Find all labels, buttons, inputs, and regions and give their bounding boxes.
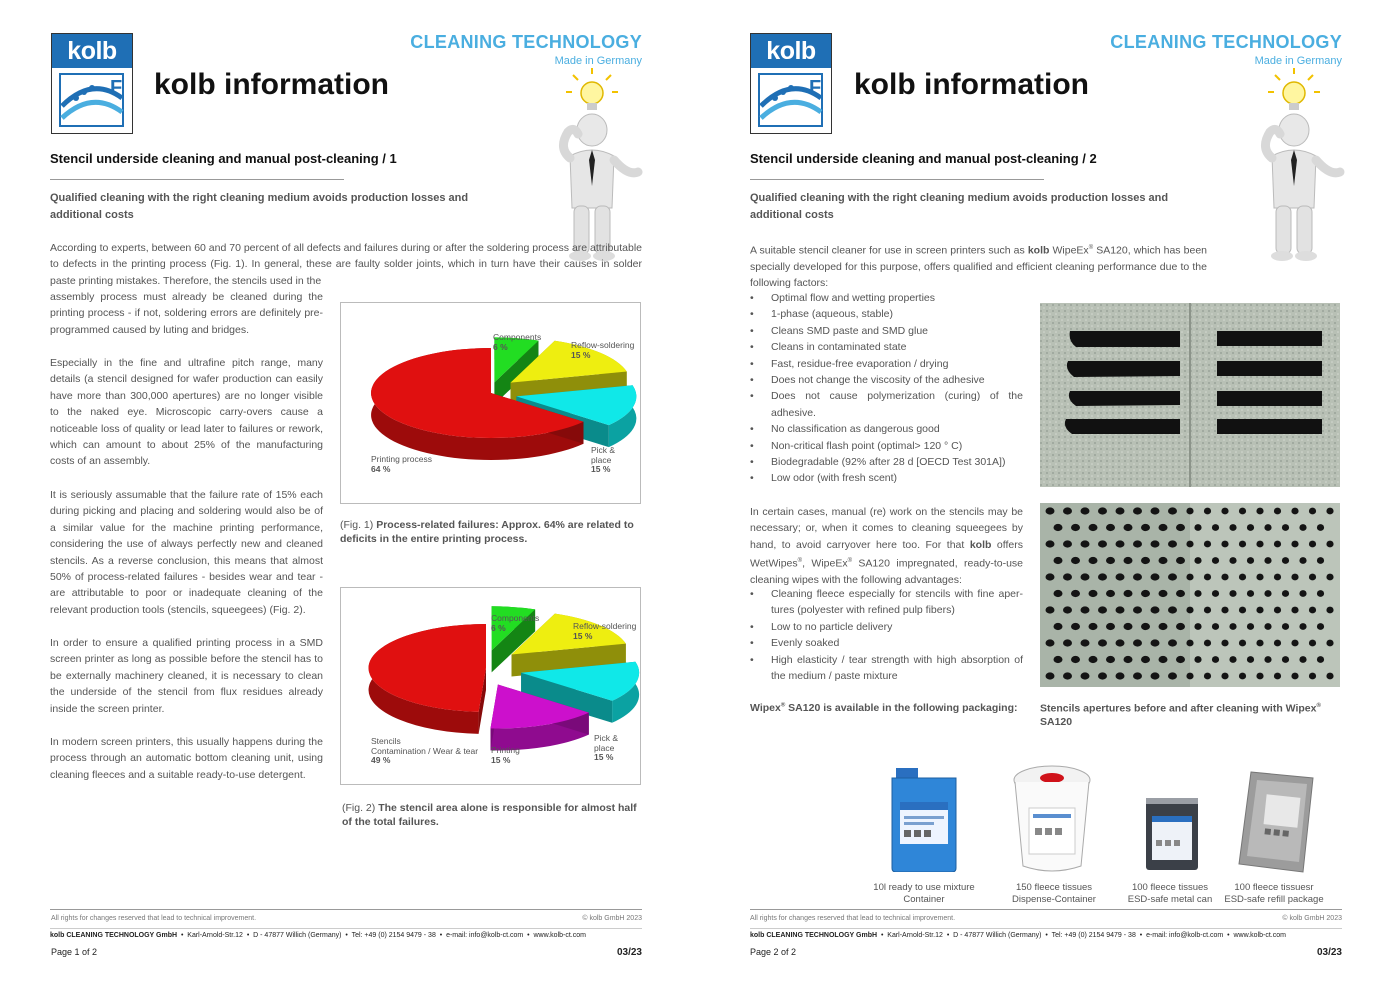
stencil-hole	[1141, 656, 1150, 663]
stencil-hole	[1239, 541, 1246, 548]
stencil-hole	[1247, 557, 1254, 564]
stencil-hole	[1326, 607, 1333, 614]
stencil-hole	[1291, 541, 1298, 548]
stencil-hole	[1274, 640, 1281, 647]
stencil-hole	[1176, 557, 1185, 564]
stencil-hole	[1141, 623, 1150, 630]
stencil-hole	[1309, 607, 1316, 614]
stencil-hole	[1229, 623, 1236, 630]
product-label-refill: 100 fleece tissuesr ESD-safe refill package	[1224, 882, 1324, 905]
footer-address: kolb CLEANING TECHNOLOGY GmbH • Karl-Arnold-Str.12 • D - 47877 Willich (Germany) • Tel: +49 (0) 2154 9479 - 38 • e-mail: info@kolb-ct.com • www.kolb-ct.com	[750, 932, 1286, 939]
fig2-label-pick: Pick & place 15 %	[594, 733, 619, 762]
stencil-hole	[1151, 507, 1160, 514]
info-title: kolb information	[854, 68, 1089, 101]
stencil-hole	[1256, 541, 1263, 548]
factor-item: • Fast, residue-free evaporation / drying	[750, 356, 1023, 372]
logo-emblem-icon	[751, 68, 830, 132]
stencil-hole	[1141, 557, 1150, 564]
stencil-hole	[1133, 672, 1142, 679]
stencil-hole	[1204, 640, 1211, 647]
stencil-hole	[1098, 672, 1107, 679]
paragraph-1-narrow: assembly process must already be cleaned during the printing process - if not, soldering errors are definitely pre-programmed caused by luting and bridges.	[50, 291, 323, 336]
stencil-hole	[1089, 590, 1098, 597]
stencil-hole	[1046, 573, 1055, 580]
stencil-hole	[1194, 623, 1201, 630]
stencil-hole	[1046, 672, 1055, 679]
stencil-hole	[1309, 574, 1316, 581]
stencil-hole	[1124, 557, 1133, 564]
footer-website[interactable]: www.kolb-ct.com	[1233, 932, 1286, 939]
stencil-hole	[1212, 524, 1219, 531]
stencil-hole	[1116, 672, 1125, 679]
stencil-hole	[1212, 623, 1219, 630]
stencil-hole	[1106, 590, 1115, 597]
stencil-hole	[1256, 574, 1263, 581]
stencil-hole	[1239, 673, 1246, 680]
stencil-hole	[1221, 508, 1228, 515]
factor-item: • Does not cause polymerization (curing) of the adhesive.	[750, 388, 1023, 421]
stencil-hole	[1291, 607, 1298, 614]
stencil-hole	[1133, 507, 1142, 514]
factor-item: • 1-phase (aqueous, stable)	[750, 306, 1023, 322]
stencil-hole	[1133, 639, 1142, 646]
footer-email[interactable]: e-mail: info@kolb-ct.com	[446, 932, 524, 939]
page-2	[700, 0, 1400, 990]
stencil-hole	[1054, 557, 1063, 564]
stencil-hole	[1291, 574, 1298, 581]
footer-copyright: © kolb GmbH 2023	[582, 915, 642, 922]
stencil-hole	[1124, 524, 1133, 531]
stencil-hole	[1151, 540, 1160, 547]
footer-copyright: © kolb GmbH 2023	[1282, 915, 1342, 922]
stencil-hole	[1081, 639, 1090, 646]
advantage-item: • Low to no particle delivery	[750, 619, 1023, 635]
stencil-hole	[1247, 623, 1254, 630]
stencil-hole	[1046, 606, 1055, 613]
title-divider	[50, 179, 344, 180]
stencil-hole	[1081, 540, 1090, 547]
stencil-hole	[1299, 524, 1306, 531]
stencil-hole	[1186, 541, 1193, 548]
stencil-hole	[1239, 607, 1246, 614]
stencil-hole	[1159, 590, 1168, 597]
stencil-hole	[1212, 557, 1219, 564]
document-title: Stencil underside cleaning and manual post-cleaning / 1	[50, 151, 397, 166]
stencil-hole	[1098, 606, 1107, 613]
stencil-hole	[1168, 540, 1177, 547]
stencil-hole	[1168, 606, 1177, 613]
product-label-metal-can: 100 fleece tissues ESD-safe metal can	[1127, 882, 1213, 905]
stencil-hole	[1046, 540, 1055, 547]
info-title: kolb information	[154, 68, 389, 101]
stencil-hole	[1089, 656, 1098, 663]
stencil-hole	[1081, 606, 1090, 613]
stencil-hole	[1317, 623, 1324, 630]
stencil-hole	[1309, 640, 1316, 647]
stencil-hole	[1089, 623, 1098, 630]
stencil-hole	[1168, 507, 1177, 514]
stencil-hole	[1046, 507, 1055, 514]
intro-paragraph: A suitable stencil cleaner for use in screen printers such as kolb WipeEx® SA120, which has been specially developed for this purpose, offers qualified and efficient cleaning performance due to the following factors:	[750, 244, 1207, 290]
fig1-label-pick: Pick & place 15 %	[591, 445, 616, 474]
brand-subtitle: Made in Germany	[554, 55, 642, 67]
stencil-hole	[1274, 541, 1281, 548]
stencil-hole	[1186, 673, 1193, 680]
stencil-hole	[1133, 606, 1142, 613]
stencil-hole	[1309, 673, 1316, 680]
stencil-hole	[1151, 639, 1160, 646]
stencil-hole	[1106, 656, 1115, 663]
stencil-hole	[1204, 673, 1211, 680]
stencil-hole	[1239, 574, 1246, 581]
stencil-hole	[1291, 508, 1298, 515]
factor-item: • No classification as dangerous good	[750, 421, 1023, 437]
stencil-hole	[1264, 656, 1271, 663]
figure-2-chart	[340, 587, 641, 785]
stencil-hole	[1326, 640, 1333, 647]
stencil-hole	[1054, 623, 1063, 630]
footer-rights: All rights for changes reserved that lead to technical improvement.	[750, 915, 956, 922]
logo-text: kolb	[52, 34, 132, 68]
stencil-hole	[1282, 557, 1289, 564]
stencil-hole	[1229, 524, 1236, 531]
lead-paragraph: Qualified cleaning with the right cleaning medium avoids production losses and additional costs	[50, 192, 469, 221]
stencil-hole	[1239, 640, 1246, 647]
stencil-hole	[1081, 573, 1090, 580]
stencil-hole	[1204, 541, 1211, 548]
stencil-hole	[1071, 524, 1080, 531]
canister-10l-icon	[888, 758, 960, 872]
stencil-hole	[1247, 590, 1254, 597]
footer-divider-2	[50, 928, 642, 929]
factor-item: • Low odor (with fresh scent)	[750, 470, 1023, 486]
stencil-hole	[1063, 606, 1072, 613]
stencil-hole	[1106, 524, 1115, 531]
stencil-hole	[1282, 590, 1289, 597]
paragraph-5: In modern screen printers, this usually happens during the process through an automatic bottom cleaning unit, using cleaning fleeces and a suitable ready-to-use detergent.	[50, 736, 323, 781]
stencil-hole	[1256, 640, 1263, 647]
stencil-hole	[1063, 639, 1072, 646]
title-divider	[750, 179, 1044, 180]
stencil-hole	[1054, 590, 1063, 597]
stencil-hole	[1317, 557, 1324, 564]
stencil-hole	[1299, 656, 1306, 663]
stencil-hole	[1326, 508, 1333, 515]
fig2-label-reflow: Reflow-soldering 15 %	[573, 621, 637, 641]
fig2-label-stencils: Stencils Contamination / Wear & tear 49 %	[371, 736, 479, 765]
stencil-hole	[1133, 540, 1142, 547]
stencil-hole	[1063, 573, 1072, 580]
stencil-hole	[1159, 656, 1168, 663]
stencil-hole	[1151, 606, 1160, 613]
stencil-hole	[1247, 656, 1254, 663]
stencil-hole	[1176, 623, 1185, 630]
stencil-hole	[1274, 673, 1281, 680]
stencil-hole	[1063, 672, 1072, 679]
thinking-figure-icon	[1242, 68, 1352, 263]
svg-text:F: F	[110, 77, 123, 99]
stencil-hole	[1116, 573, 1125, 580]
advantages-list	[750, 586, 1023, 684]
factor-item: • Cleans SMD paste and SMD glue	[750, 323, 1023, 339]
stencil-hole	[1106, 557, 1115, 564]
stencil-hole	[1186, 574, 1193, 581]
stencil-hole	[1274, 508, 1281, 515]
stencil-hole	[1229, 656, 1236, 663]
stencil-hole	[1071, 590, 1080, 597]
footer-website[interactable]: www.kolb-ct.com	[533, 932, 586, 939]
stencil-hole	[1124, 623, 1133, 630]
stencil-hole	[1071, 656, 1080, 663]
paragraph-4: In order to ensure a qualified printing process in a SMD screen printer as long as possible before the stencil has to be externally machinery cleaned, it is necessary to clean the underside of the stencil from flux residues already inside the screen printer.	[50, 637, 323, 715]
stencil-hole	[1116, 639, 1125, 646]
stencil-hole	[1309, 508, 1316, 515]
fig1-label-components: Components 6 %	[493, 332, 542, 352]
stencil-hole	[1282, 524, 1289, 531]
stencil-hole	[1159, 623, 1168, 630]
stencil-hole	[1194, 656, 1201, 663]
fig1-label-printing-process: Printing process 64 %	[371, 454, 432, 474]
metal-can-icon	[1144, 794, 1200, 872]
stencil-hole	[1299, 557, 1306, 564]
stencil-hole	[1176, 590, 1185, 597]
stencil-hole	[1194, 557, 1201, 564]
stencil-hole	[1221, 607, 1228, 614]
logo-emblem-icon	[52, 68, 131, 132]
stencil-hole	[1194, 524, 1201, 531]
stencil-hole	[1282, 623, 1289, 630]
factor-item: • Non-critical flash point (optimal> 120 ° C)	[750, 438, 1023, 454]
paragraph-3: It is seriously assumable that the failure rate of 15% each during picking and placing and soldering would also be of a similar value for the machine printing performance, considering the use of always perfectly new and cleaned stencils. As a reverse conclusion, this means that almost 50% of process-related failures - besides wear and tear - are attributable to poor or inadequate cleaning of the relevant production tools (stencils, squeegees) (Fig. 2).	[50, 489, 323, 616]
brand-subtitle: Made in Germany	[1254, 55, 1342, 67]
stencil-hole	[1264, 524, 1271, 531]
stencil-hole	[1116, 507, 1125, 514]
footer-divider	[50, 909, 642, 910]
document-code: 03/23	[616, 947, 642, 958]
logo-text: kolb	[751, 34, 831, 68]
fig1-label-reflow: Reflow-soldering 15 %	[571, 340, 635, 360]
stencil-hole	[1081, 507, 1090, 514]
kolb-logo	[51, 33, 133, 134]
document-code: 03/23	[1316, 947, 1342, 958]
brand-block	[1110, 32, 1342, 67]
stencil-hole	[1247, 524, 1254, 531]
stencil-hole	[1176, 524, 1185, 531]
stencil-hole	[1221, 541, 1228, 548]
stencil-hole	[1141, 524, 1150, 531]
factor-item: • Cleans in contaminated state	[750, 339, 1023, 355]
brand-title: CLEANING TECHNOLOGY	[1110, 32, 1342, 52]
footer-divider	[750, 909, 1342, 910]
paragraph-2: Especially in the fine and ultrafine pitch range, many details (a stencil designed for wafer production can easily have more than 300,000 apertures) are no longer visible to the naked eye. Microscopic carry-overs cause a noticeable loss of quality or lead later to failures or rework, which can amount to about 25% of the manufacturing costs of an assembly.	[50, 357, 323, 468]
stencil-hole	[1221, 673, 1228, 680]
stencil-hole	[1054, 656, 1063, 663]
stencil-hole	[1168, 639, 1177, 646]
stencil-hole	[1133, 573, 1142, 580]
stencil-hole	[1239, 508, 1246, 515]
page-number: Page 2 of 2	[750, 947, 797, 957]
stencil-hole	[1309, 541, 1316, 548]
stencil-hole	[1274, 574, 1281, 581]
figure-2-caption: (Fig. 2) The stencil area alone is responsible for almost half of the total failures.	[342, 802, 637, 828]
stencil-hole	[1326, 541, 1333, 548]
stencil-hole	[1116, 606, 1125, 613]
document-title: Stencil underside cleaning and manual post-cleaning / 2	[750, 151, 1097, 166]
stencil-hole	[1326, 574, 1333, 581]
stencil-hole	[1124, 590, 1133, 597]
stencil-hole	[1204, 508, 1211, 515]
advantage-item: • Cleaning fleece especially for stencils with fine aper-tures (polyester with refined pulp fibers)	[750, 586, 1023, 619]
stencil-hole	[1204, 607, 1211, 614]
stencil-hole	[1317, 524, 1324, 531]
packaging-heading: Wipex® SA120 is available in the following packaging:	[750, 702, 1018, 714]
fig2-label-components: Components 6 %	[491, 613, 540, 633]
product-label-container: 10l ready to use mixture Container	[873, 882, 975, 905]
thinking-figure-icon	[540, 68, 650, 263]
footer-email[interactable]: e-mail: info@kolb-ct.com	[1146, 932, 1224, 939]
stencil-hole	[1317, 656, 1324, 663]
stencil-hole	[1159, 557, 1168, 564]
stencil-hole	[1089, 524, 1098, 531]
advantage-item: • High elasticity / tear strength with high absorption of the medium / paste mixture	[750, 652, 1023, 685]
stencil-hole	[1264, 590, 1271, 597]
stencil-hole	[1299, 623, 1306, 630]
photo-caption: Stencils apertures before and after cleaning with Wipex® SA120	[1040, 702, 1321, 728]
stencil-apertures-photo-1	[1040, 303, 1340, 487]
stencil-hole	[1221, 640, 1228, 647]
stencil-hole	[1256, 607, 1263, 614]
figure-1-chart	[340, 302, 641, 504]
stencil-hole	[1098, 639, 1107, 646]
stencil-hole	[1186, 607, 1193, 614]
stencil-hole	[1063, 540, 1072, 547]
stencil-hole	[1106, 623, 1115, 630]
stencil-hole	[1264, 557, 1271, 564]
stencil-hole	[1151, 573, 1160, 580]
stencil-hole	[1204, 574, 1211, 581]
stencil-hole	[1212, 590, 1219, 597]
stencil-hole	[1229, 590, 1236, 597]
brand-title: CLEANING TECHNOLOGY	[410, 32, 642, 52]
stencil-hole	[1141, 590, 1150, 597]
stencil-hole	[1063, 507, 1072, 514]
stencil-apertures-photo-2	[1040, 503, 1340, 687]
factor-item: • Optimal flow and wetting properties	[750, 290, 1023, 306]
stencil-hole	[1291, 640, 1298, 647]
stencil-hole	[1274, 607, 1281, 614]
stencil-hole	[1326, 673, 1333, 680]
stencil-hole	[1256, 508, 1263, 515]
stencil-hole	[1116, 540, 1125, 547]
stencil-hole	[1291, 673, 1298, 680]
stencil-hole	[1299, 590, 1306, 597]
factor-item: • Biodegradable (92% after 28 d [OECD Test 301A])	[750, 454, 1023, 470]
stencil-hole	[1124, 656, 1133, 663]
stencil-hole	[1071, 557, 1080, 564]
product-label-dispenser: 150 fleece tissues Dispense-Container	[1012, 882, 1096, 905]
page-number: Page 1 of 2	[51, 947, 98, 957]
stencil-hole	[1151, 672, 1160, 679]
stencil-hole	[1221, 574, 1228, 581]
brand-block	[410, 32, 642, 67]
footer-rights: All rights for changes reserved that lead to technical improvement.	[51, 915, 257, 922]
factors-list	[750, 290, 1023, 487]
stencil-hole	[1317, 590, 1324, 597]
kolb-logo	[750, 33, 832, 134]
dispense-container-icon	[1011, 758, 1093, 872]
stencil-hole	[1256, 673, 1263, 680]
footer-divider-2	[750, 928, 1342, 929]
paragraph-wipes: In certain cases, manual (re) work on the stencils may be necessary; or, when it comes to cleaning squeegees by hand, to avoid carryover here too. For that kolb offers WetWipes®, WipeEx® SA120 impregnated, ready-to-use cleaning wipes with the following advantages:	[750, 506, 1024, 587]
stencil-hole	[1282, 656, 1289, 663]
lead-paragraph: Qualified cleaning with the right cleaning medium avoids production losses and additional costs	[750, 192, 1169, 221]
advantage-item: • Evenly soaked	[750, 635, 1023, 651]
stencil-hole	[1168, 573, 1177, 580]
footer-address: kolb CLEANING TECHNOLOGY GmbH • Karl-Arnold-Str.12 • D - 47877 Willich (Germany) • Tel: +49 (0) 2154 9479 - 38 • e-mail: info@kolb-ct.com • www.kolb-ct.com	[50, 932, 586, 939]
stencil-hole	[1071, 623, 1080, 630]
stencil-hole	[1081, 672, 1090, 679]
refill-package-icon	[1237, 770, 1315, 874]
stencil-hole	[1176, 656, 1185, 663]
stencil-hole	[1098, 540, 1107, 547]
stencil-hole	[1089, 557, 1098, 564]
svg-text:F: F	[809, 77, 822, 99]
stencil-hole	[1098, 507, 1107, 514]
stencil-hole	[1264, 623, 1271, 630]
factor-item: • Does not change the viscosity of the adhesive	[750, 372, 1023, 388]
fig2-label-printing: Printing 15 %	[491, 745, 520, 765]
figure-1-caption: (Fig. 1) Process-related failures: Approx. 64% are related to deficits in the entire printing process.	[340, 519, 634, 545]
stencil-hole	[1186, 640, 1193, 647]
stencil-hole	[1186, 508, 1193, 515]
paragraph-1-full: According to experts, between 60 and 70 percent of all defects and failures during or after the soldering process are attributable to defects in the printing process (Fig. 1). In general, these are faulty solder joints, which in turn have their causes in solder paste printing mistakes. Therefore, the stencils used in the	[50, 242, 642, 287]
stencil-hole	[1046, 639, 1055, 646]
stencil-hole	[1168, 672, 1177, 679]
stencil-hole	[1159, 524, 1168, 531]
stencil-hole	[1212, 656, 1219, 663]
stencil-hole	[1098, 573, 1107, 580]
stencil-hole	[1194, 590, 1201, 597]
stencil-hole	[1229, 557, 1236, 564]
stencil-hole	[1054, 524, 1063, 531]
